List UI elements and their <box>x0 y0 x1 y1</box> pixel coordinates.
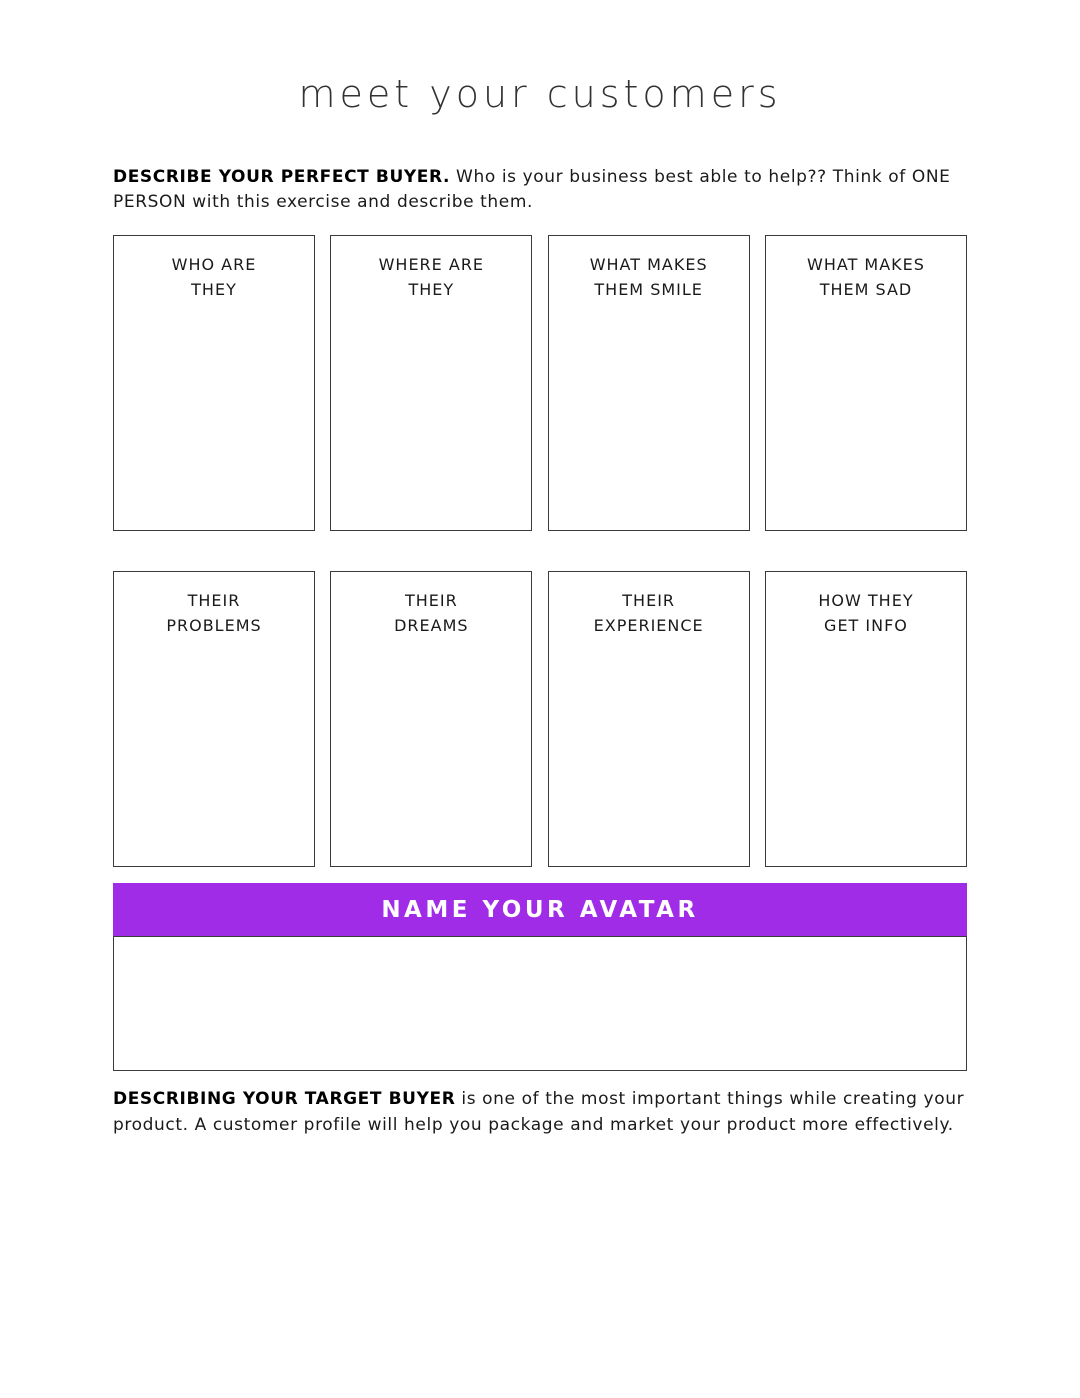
buyer-grid-row-1 <box>113 235 967 531</box>
page-title: meet your customers <box>298 72 782 116</box>
box-where-are-they[interactable] <box>330 235 532 531</box>
outro-paragraph <box>113 1087 973 1138</box>
outro-text: is one of the most important things while creating your product. A customer profile will help you package and market your product more effectively. <box>113 1089 965 1135</box>
box-who-are-they[interactable] <box>113 235 315 531</box>
intro-bold-lead: DESCRIBE YOUR PERFECT BUYER. <box>113 167 451 187</box>
intro-text: Who is your business best able to help?? Think of ONE PERSON with this exercise and describe them. <box>113 167 951 212</box>
box-label: WHERE ARE THEY <box>378 255 485 299</box>
box-how-they-get-info[interactable] <box>765 571 967 867</box>
outro-bold-lead: DESCRIBING YOUR TARGET BUYER <box>113 1089 456 1109</box>
box-what-makes-them-smile[interactable] <box>548 235 750 531</box>
avatar-banner-text: NAME YOUR AVATAR <box>381 896 699 923</box>
box-label: HOW THEY GET INFO <box>818 591 914 635</box>
box-label: THEIR PROBLEMS <box>166 591 262 635</box>
box-label: WHAT MAKES THEM SMILE <box>589 255 708 299</box>
avatar-banner <box>113 883 967 936</box>
box-label: THEIR DREAMS <box>394 591 469 635</box>
buyer-grid-row-2 <box>113 571 967 867</box>
box-their-problems[interactable] <box>113 571 315 867</box>
box-label: WHO ARE THEY <box>171 255 257 299</box>
box-their-dreams[interactable] <box>330 571 532 867</box>
avatar-name-field[interactable] <box>113 936 967 1071</box>
intro-paragraph <box>113 165 973 215</box>
box-label: WHAT MAKES THEM SAD <box>807 255 925 299</box>
box-label: THEIR EXPERIENCE <box>593 591 704 635</box>
box-their-experience[interactable] <box>548 571 750 867</box>
box-what-makes-them-sad[interactable] <box>765 235 967 531</box>
